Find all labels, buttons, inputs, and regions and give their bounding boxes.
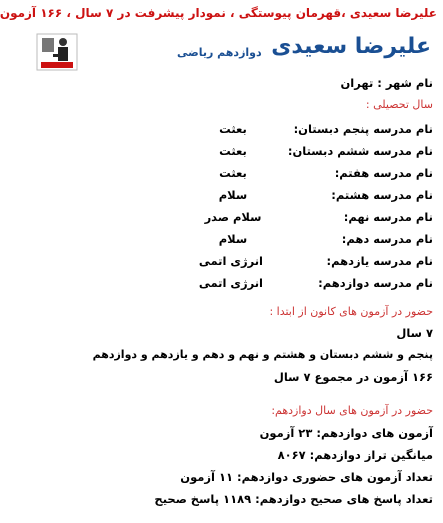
profile-field: دوازدهم ریاضی (177, 46, 262, 59)
grade12-in-person: تعداد آزمون های حضوری دوازدهم: ۱۱ آزمون (180, 470, 433, 484)
school-row-12 (42, 274, 433, 292)
school-row-10 (42, 230, 433, 248)
school-label: نام مدرسه هفتم: (334, 166, 433, 180)
attendance-years: ۷ سال (396, 326, 433, 340)
school-row-5 (42, 120, 433, 138)
attendance-title: حضور در آزمون های کانون از ابتدا : (269, 305, 433, 318)
school-value: بعثت (219, 166, 247, 180)
school-value: بعثت (219, 144, 247, 158)
school-row-6 (42, 142, 433, 160)
grade12-exams: آزمون های دوازدهم: ۲۳ آزمون (259, 426, 433, 440)
school-value: بعثت (219, 122, 247, 136)
school-label: نام مدرسه دوازدهم: (318, 276, 433, 290)
school-value: انرژی اتمی (198, 254, 263, 268)
city-line: نام شهر : تهران (340, 76, 433, 90)
school-label: نام مدرسه دهم: (341, 232, 433, 246)
school-row-8 (42, 186, 433, 204)
school-row-9 (42, 208, 433, 226)
banner-title: علیرضا سعیدی ،قهرمان پیوستگی ، نمودار پیشرفت در ۷ سال ، ۱۶۶ آزمون (0, 6, 437, 20)
school-label: نام مدرسه پنجم دبستان: (293, 122, 433, 136)
school-label: نام مدرسه یازدهم: (326, 254, 433, 268)
attendance-total: ۱۶۶ آزمون در مجموع ۷ سال (273, 370, 433, 384)
school-value: انرژی اتمی (198, 276, 263, 290)
school-value: سلام صدر (204, 210, 262, 224)
education-title: سال تحصیلی : (365, 98, 433, 111)
profile-name: علیرضا سعیدی (271, 34, 431, 59)
school-row-11 (42, 252, 433, 270)
school-label: نام مدرسه نهم: (343, 210, 433, 224)
grade12-correct: تعداد پاسخ های صحیح دوازدهم: ۱۱۸۹ پاسخ صحیح (154, 492, 433, 506)
grade12-title: حضور در آزمون های سال دوازدهم: (271, 404, 433, 417)
school-label: نام مدرسه هشتم: (331, 188, 433, 202)
student-figure-icon (36, 30, 78, 72)
attendance-grades: پنجم و ششم دبستان و هشتم و نهم و دهم و یازدهم و دوازدهم (92, 348, 433, 361)
school-label: نام مدرسه ششم دبستان: (287, 144, 433, 158)
school-row-7 (42, 164, 433, 182)
grade12-average: میانگین تراز دوازدهم: ۸۰۶۷ (277, 448, 433, 462)
school-value: سلام (218, 188, 248, 202)
school-value: سلام (218, 232, 248, 246)
